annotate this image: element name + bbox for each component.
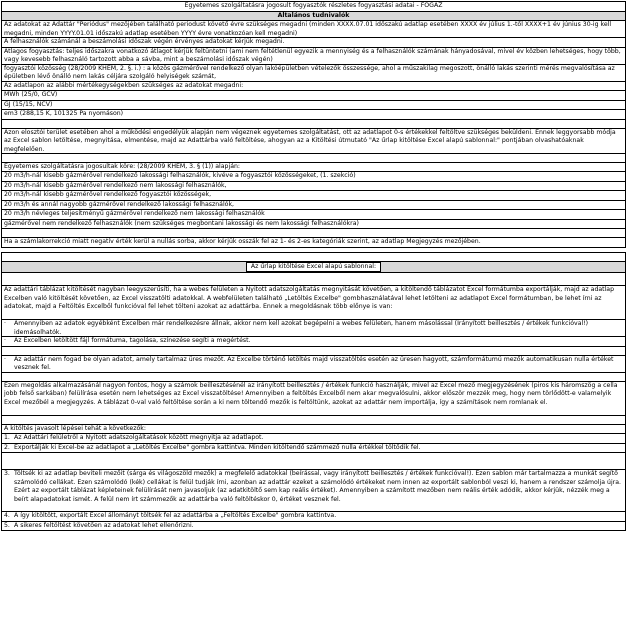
step-4-text: A így kitöltött, exportált Excel állományt töltsék fel az adattárba a „Feltöltés Excelbe" gombra kattintva.: [14, 512, 337, 519]
advantage-3: [2, 355, 625, 372]
steps-intro: A kitöltés javasolt lépései tehát a következők:: [2, 424, 625, 434]
paste-special-warning: Ezen megoldás alkalmazásánál nagyon fontos, hogy a számok beillesztésénél az irányított beillesztés / értékek funkció használják, mivel az Excel mező megjegyzésének (piros kis háromszög a cella jobb felső sarkában) felülírása esetén nem lehetséges az Excel visszatöltése! Amennyiben a feltöltés Excelből nem akar megvalósulni, akkor először mezzék meg, hogy nem törlődött-e valamelyik Excel mezőbél a megjegyzés. A táblázat 0-val való feltöltése során a ki nem töltendő mezők is feltöltünk, azokat az adattár nem importálja, így a számítások nem romlanak el.: [2, 381, 625, 415]
step-4: [2, 511, 625, 521]
spacer: [2, 272, 625, 285]
unit-gj: GJ (15/15, NCV): [2, 100, 625, 110]
category-2: 20 m3/h-nál kisebb gázmérővel rendelkező nem lakossági felhasználók,: [2, 181, 625, 191]
spacer: [2, 415, 625, 424]
section-heading-excel: [2, 261, 625, 273]
advantage-3-text: Az adattár nem fogad be olyan adatot, amely tartalmaz üres mezőt. Az Excelbe történő letöltés majd visszatöltés esetén az üresen hagyott, számformátumú mezők automatikusan nulla értéket vesznek fel.: [14, 355, 614, 371]
excel-intro: Az adattári táblázat kitöltését nagyban leegyszerűsíti, ha a webes felületen a Nyitott adatszolgáltatás megnyitását követően, a kitöltendő táblázatot Excel formátumba exportálják, majd az adatlap Excelben való kitöltését követően, az Excel visszatölti adatokkal. A webfelületen található „Letöltés Excelbe" gombhasználatával lehet letölteni az adatlapot Excel formátumban, be lehet írni az adatokat, majd a Feltöltés Excelből funkcióval fel lehet tölteni azokat az adattárba. Ennek a megoldásnak több előnye is van:: [2, 285, 625, 319]
spacer: [2, 346, 625, 355]
period-note: Az adatokat az Adattár "Periódus" mezőjében található periodust követő évre szükséges megadni (minden XXXX.07.01 időszakú adatlap esetében XXXX év július 1.-től XXXX+1 év június 30-ig kell megadni, minden YYYY.01.01 időszakú adatlap esetében YYYY évre vonatkozóan kell megadni): [2, 20, 625, 37]
advantage-2-text: Az Excelben letöltött fájl formátuma, tagolása, színezése segíti a megértést.: [14, 337, 251, 344]
spacer: [2, 253, 625, 261]
spacer: [2, 119, 625, 128]
step-number: 5.: [4, 521, 10, 529]
excel-template-section: [1, 252, 626, 532]
step-number: 3.: [4, 470, 10, 477]
document-title: Egyetemes szolgáltatásra jogosult fogyasztók részletes fogyasztási adatai - FÖGÁZ: [184, 2, 443, 9]
step-2: [2, 443, 625, 453]
bullet-icon: ·: [4, 320, 6, 327]
category-4: 20 m3/h és annál nagyobb gázmérővel rendelkező lakossági felhasználók,: [2, 200, 625, 210]
step-5: [2, 521, 625, 531]
general-info-section: [1, 1, 626, 248]
unit-mwh: MWh (25/0, GCV): [2, 90, 625, 100]
category-0: gázmérővel nem rendelkező felhasználók (nem szükséges megbontani lakossági és nem lakossági felhasználókra): [2, 219, 625, 229]
consumer-community-definition: fogyasztói közösség (28/2009 KHEM, 2. §. i.) : a közös gázmérővel rendelkező olyan lakóépületben vételezők összessége, ahol a műszakilag megoszott, önálló lakás szerinti mérés megvalósítása az épületben lévő önálló nem lakás céljára szolgáló helyiségek számát,: [2, 64, 625, 81]
step-1-text: Az Adattári felületről a Nyitott adatszolgáltatások között megnyitja az adatlapot.: [14, 434, 264, 441]
spacer: [2, 372, 625, 381]
zero-values-note: Azon elosztói terület esetében ahol a működési engedélyük alapján nem végeznek egyetemes szolgáltatást, ott az adatlapot 0-s értékekkel feltöltve szükséges beküldeni. Ennek leggyorsabb módja az Excel sablon letöltése, megnyitása, elmentése, majd az Adattárba való feltöltése, ahogyan az a Kitöltési útmutató "Az űrlap kitöltése Excel alapú sablonnal:" pontjában olvashatóaknak megfelelően.: [2, 128, 625, 153]
unit-em3: em3 (288,15 K, 101325 Pa nyomáson): [2, 109, 625, 119]
step-5-text: A sikeres feltöltést követően az adatokat lehet ellenőrizni.: [14, 521, 194, 529]
average-consumption-note: Átlagos fogyasztás: teljes időszakra vonatkozó átlagot kérjük feltüntetni (ami nem feltétlenül egyezik a mennyiség és a felhasználók számának hányadosával, mivel év közben lehetséges, hogy több, vagy kevesebb felhasználó tartozott abba a sávba, mint a beszámolási időszak végén): [2, 47, 625, 64]
step-number: 2.: [4, 443, 10, 451]
step-2-text: Exportálják ki Excel-be az adatlapot a „Letöltés Excelbe" gombra kattintva. Minden kitöltendő számmező nulla értékkel töltődik fel.: [14, 443, 421, 451]
advantage-1: [2, 319, 625, 336]
category-3: 20 m3/h-nál kisebb gázmérővel rendelkező fogyasztói közösségek,: [2, 190, 625, 200]
advantage-2: [2, 336, 625, 346]
units-intro: Az adatlapon az alábbi mértékegységekben szükséges az adatokat megadni:: [2, 81, 625, 91]
excel-heading-label: Az űrlap kitöltése Excel alapú sablonnal:: [246, 262, 381, 273]
step-number: 1.: [4, 434, 10, 441]
step-3: [2, 469, 625, 511]
category-5: 20 m3/h névleges teljesítményű gázmérővel rendelkező nem lakossági felhasználók: [2, 209, 625, 219]
step-number: 4.: [4, 512, 10, 519]
step-1: [2, 433, 625, 443]
step-3-text: Töltsék ki az adatlap beviteli mezőit (sárga és világoszöld mezők) a megfelelő adatokkal (beírással, vagy irányított beillesztés / értékek funkcióval!). Ezen sablon már tartalmazza a munkát segítő számolódó cellákat. Ezen számolódó (kék) cellákat is felül tudják írni, azonban az adattár ezeket a számolódó értékeket nem innen az exportált sablonból veszi ki, hanem a rendszer számolja újra. Ezért az exportált táblázat képleteinek felülírását nem javasoljuk (az adatkitöltő sem kap reális értéket). Amennyiben a számított mezőben nem reális érték adódik, akkor kérjük, nézzék meg a beírt alapadatokat ismét. A felül nem írt számmezők az adattárba való feltöltéskor 0, értéket vesznek fel.: [14, 470, 621, 503]
section-heading-general: Általános tudnivalók: [2, 11, 625, 21]
bullet-icon: ·: [4, 337, 6, 344]
eligible-scope-intro: Egyetemes szolgáltatásra jogosultak köre: (28/2009 KHEM, 3. § (1)) alapján:: [2, 162, 625, 172]
bullet-icon: ·: [4, 355, 6, 363]
users-count-note: A felhasználók számánál a beszámolási időszak végén érvényes adatokat kérjük megadni.: [2, 37, 625, 47]
spacer: [2, 228, 625, 237]
spacer: [2, 452, 625, 469]
spacer: [2, 153, 625, 162]
negative-value-note: Ha a számlakorrekció miatt negatív érték kerül a nullás sorba, akkor kérjük osszák fel az 1- és 2-es kategóriák szerint, az adatlap Megjegyzés mezőjében.: [2, 237, 625, 247]
category-1: 20 m3/h-nál kisebb gázmérővel rendelkező lakossági felhasználók, kivéve a fogyasztói közösségeket, (1. szekció): [2, 171, 625, 181]
advantage-1-text: Amennyiben az adatok egyébként Excelben már rendelkezésre állnak, akkor nem kell azokat begépelni a webes felületen, hanem másolással (Irányított beillesztés / értékek funkcióval!) idemásolhatók.: [14, 320, 589, 336]
